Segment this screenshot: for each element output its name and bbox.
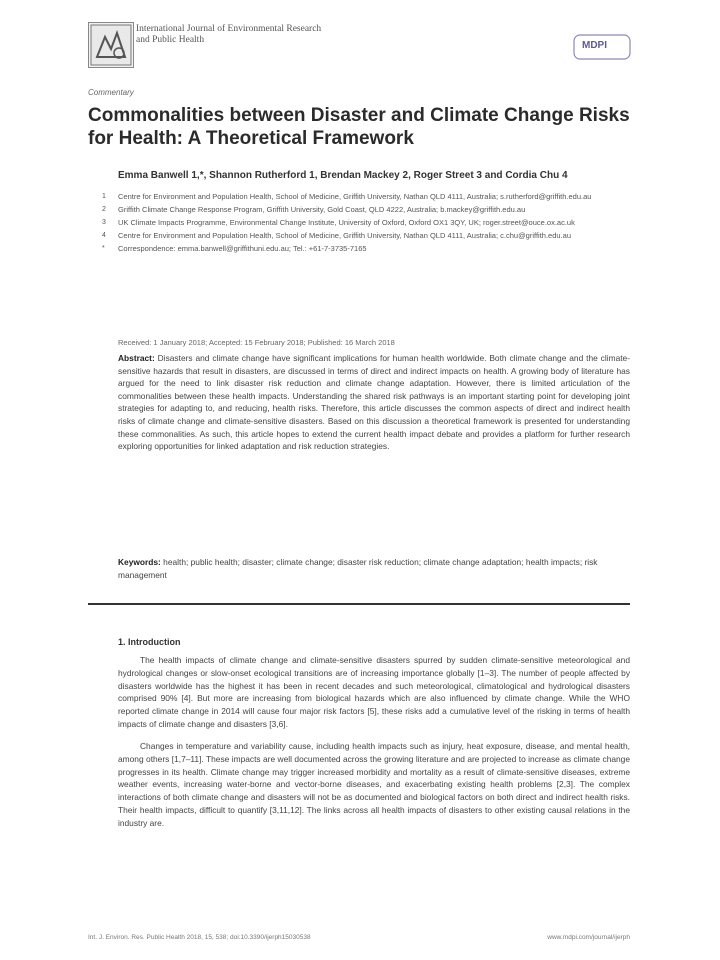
- journal-logo-icon: [88, 22, 134, 68]
- keywords-text: health; public health; disaster; climate change; disaster risk reduction; climate change adaptation; health impacts; risk management: [118, 557, 598, 580]
- publisher-name: MDPI: [582, 40, 607, 51]
- affiliation-mark: 2: [102, 206, 106, 213]
- affiliation-mark: 1: [102, 193, 106, 200]
- abstract-label: Abstract:: [118, 353, 155, 363]
- author-list: Emma Banwell 1,*, Shannon Rutherford 1, Brendan Mackey 2, Roger Street 3 and Cordia Chu 4: [118, 170, 568, 181]
- affiliation-item: [102, 192, 602, 202]
- abstract: [118, 352, 630, 453]
- affiliation-text: UK Climate Impacts Programme, Environmental Change Institute, University of Oxford, Oxford OX1 3QY, UK; roger.street@ouce.ox.ac.uk: [118, 218, 575, 227]
- affiliation-item: [102, 231, 602, 241]
- paper-title: Commonalities between Disaster and Climate Change Risks for Health: A Theoretical Framework: [88, 105, 630, 149]
- affiliation-mark: *: [102, 245, 105, 252]
- journal-name: International Journal of Environmental Research and Public Health: [136, 24, 322, 45]
- affiliation-item: [102, 205, 602, 215]
- affiliation-text: Centre for Environment and Population Health, School of Medicine, Griffith University, Nathan QLD 4111, Australia; s.rutherford@griffith.edu.au: [118, 192, 592, 201]
- affiliation-mark: 4: [102, 232, 106, 239]
- article-type: Commentary: [88, 88, 134, 97]
- section-heading: 1. Introduction: [118, 637, 181, 647]
- affiliation-text: Griffith Climate Change Response Program, Griffith University, Gold Coast, QLD 4222, Australia; b.mackey@griffith.edu.au: [118, 205, 526, 214]
- publication-dates: Received: 1 January 2018; Accepted: 15 February 2018; Published: 16 March 2018: [118, 338, 395, 347]
- affiliation-mark: 3: [102, 219, 106, 226]
- affiliation-list: [102, 192, 602, 257]
- affiliation-item: [102, 244, 602, 254]
- keywords: [118, 556, 630, 581]
- section-divider: [88, 603, 630, 605]
- footer-citation: Int. J. Environ. Res. Public Health 2018, 15, 538; doi:10.3390/ijerph15030538: [88, 934, 311, 941]
- body-paragraph: The health impacts of climate change and climate-sensitive disasters spurred by sudden climate-sensitive meteorological and hydrological changes or slow-onset ecological transitions are of increasing importance globally [1–3]. The number of people affected by disasters worldwide has the highest it has been in recent decades and such meteorological, climatological and hydrological disasters comprised 90% [4]. But more are increasing from biological hazards which are also influenced by climate change. While the WHO reported climate change in 2014 will cause four major risk factors [5], these risks add a cumulative level of the risking in terms of health impacts of climate change and disasters [3,6].: [118, 655, 630, 729]
- affiliation-text: Centre for Environment and Population Health, School of Medicine, Griffith University, Nathan QLD 4111, Australia; c.chu@griffith.edu.au: [118, 231, 571, 240]
- keywords-label: Keywords:: [118, 557, 161, 567]
- body-paragraph: Changes in temperature and variability cause, including health impacts such as injury, heat exposure, disease, and mental health, among others [1,7–11]. These impacts are well documented across the growing literature and are projected to increase as climate change progresses in its health. Climate change may trigger increased morbidity and mortality as a result of climate-sensitive diseases, extreme weather events, increasing water-borne and vector-borne diseases, and exacerbating existing health problems [2,3]. The complex interactions of both climate change and disasters will not be as documented and biological factors on both direct and indirect health risks. Their health impacts, difficult to quantify [3,11,12]. The links across all health impacts of disasters to other existing causal relations in the industry are.: [118, 741, 630, 828]
- footer-url[interactable]: www.mdpi.com/journal/ijerph: [547, 934, 630, 941]
- abstract-text: Disasters and climate change have significant implications for human health worldwide. Both climate change and the climate-sensitive hazards that result in disasters, are discussed in terms of direct and indirect impacts on health. A growing body of literature has argued for the need to link disaster risk reduction and climate change adaptation. However, there is limited articulation of the commonalities between these health impacts. Understanding the shared risk pathways is an important starting point for developing joint strategies for adapting to, and reducing, health risks. Therefore, this article discusses the common aspects of direct and indirect health risks of climate change and climate-sensitive disasters. Based on this discussion a theoretical framework is presented for understanding these commonalities. As such, this article hopes to extend the current health impact debate and provides a platform for further research exploring opportunities for linked adaptation and risk reduction strategies.: [118, 353, 630, 452]
- affiliation-item: [102, 218, 602, 228]
- affiliation-text: Correspondence: emma.banwell@griffithuni.edu.au; Tel.: +61-7-3735-7165: [118, 244, 367, 253]
- journal-logo-graphic: [89, 23, 133, 67]
